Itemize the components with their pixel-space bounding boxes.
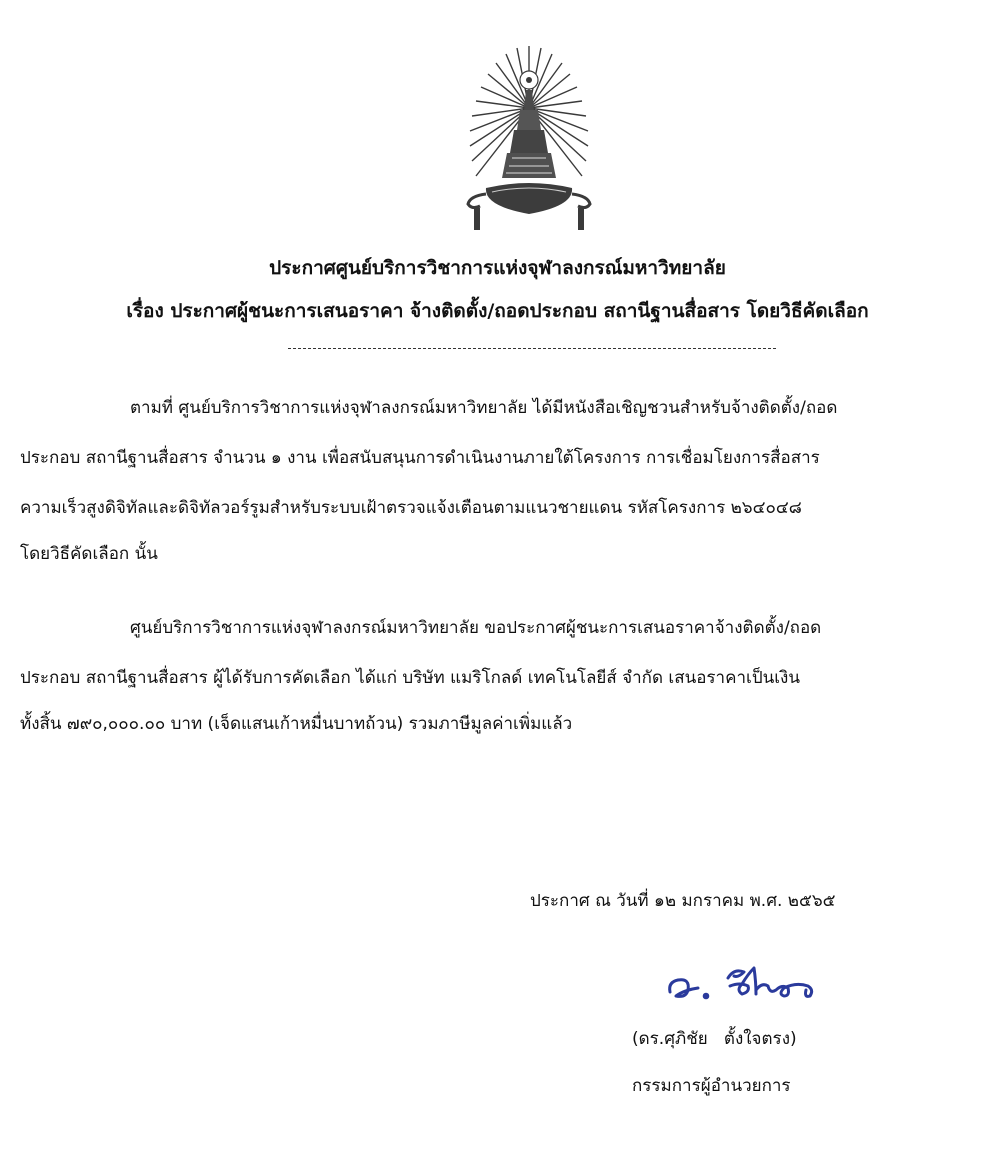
announcement-title: ประกาศศูนย์บริการวิชาการแห่งจุฬาลงกรณ์มหาวิทยาลัย	[269, 257, 726, 279]
paragraph-1-line-3: ความเร็วสูงดิจิทัลและดิจิทัลวอร์รูมสำหรับระบบเฝ้าตรวจแจ้งเตือนตามแนวชายแดน รหัสโครงการ ๒๖๔๐๔๘	[20, 498, 802, 518]
paragraph-2-line-2: ประกอบ สถานีฐานสื่อสาร ผู้ได้รับการคัดเลือก ได้แก่ บริษัท แมริโกลด์ เทคโนโลยีส์ จำกัด เสนอราคาเป็นเงิน	[20, 668, 800, 688]
paragraph-1-line-4: โดยวิธีคัดเลือก นั้น	[20, 544, 158, 564]
separator-line	[288, 348, 776, 349]
handwritten-signature	[664, 960, 834, 1008]
announcement-subject: เรื่อง ประกาศผู้ชนะการเสนอราคา จ้างติดตั้ง/ถอดประกอบ สถานีฐานสื่อสาร โดยวิธีคัดเลือก	[126, 300, 869, 322]
paragraph-1-line-2: ประกอบ สถานีฐานสื่อสาร จำนวน ๑ งาน เพื่อสนับสนุนการดำเนินงานภายใต้โครงการ การเชื่อมโยงการสื่อสาร	[20, 448, 820, 468]
paragraph-2-line-1: ศูนย์บริการวิชาการแห่งจุฬาลงกรณ์มหาวิทยาลัย ขอประกาศผู้ชนะการเสนอราคาจ้างติดตั้ง/ถอด	[130, 618, 822, 638]
signer-name: (ดร.ศุภิชัย ตั้งใจตรง)	[632, 1029, 797, 1049]
paragraph-2-line-3: ทั้งสิ้น ๗๙๐,๐๐๐.๐๐ บาท (เจ็ดแสนเก้าหมื่นบาทถ้วน) รวมภาษีมูลค่าเพิ่มแล้ว	[20, 714, 573, 734]
university-emblem-icon	[462, 38, 596, 238]
signer-position: กรรมการผู้อำนวยการ	[632, 1076, 791, 1096]
paragraph-1-line-1: ตามที่ ศูนย์บริการวิชาการแห่งจุฬาลงกรณ์มหาวิทยาลัย ได้มีหนังสือเชิญชวนสำหรับจ้างติดตั้ง/ถอด	[130, 398, 838, 418]
announcement-date: ประกาศ ณ วันที่ ๑๒ มกราคม พ.ศ. ๒๕๖๕	[530, 891, 836, 911]
